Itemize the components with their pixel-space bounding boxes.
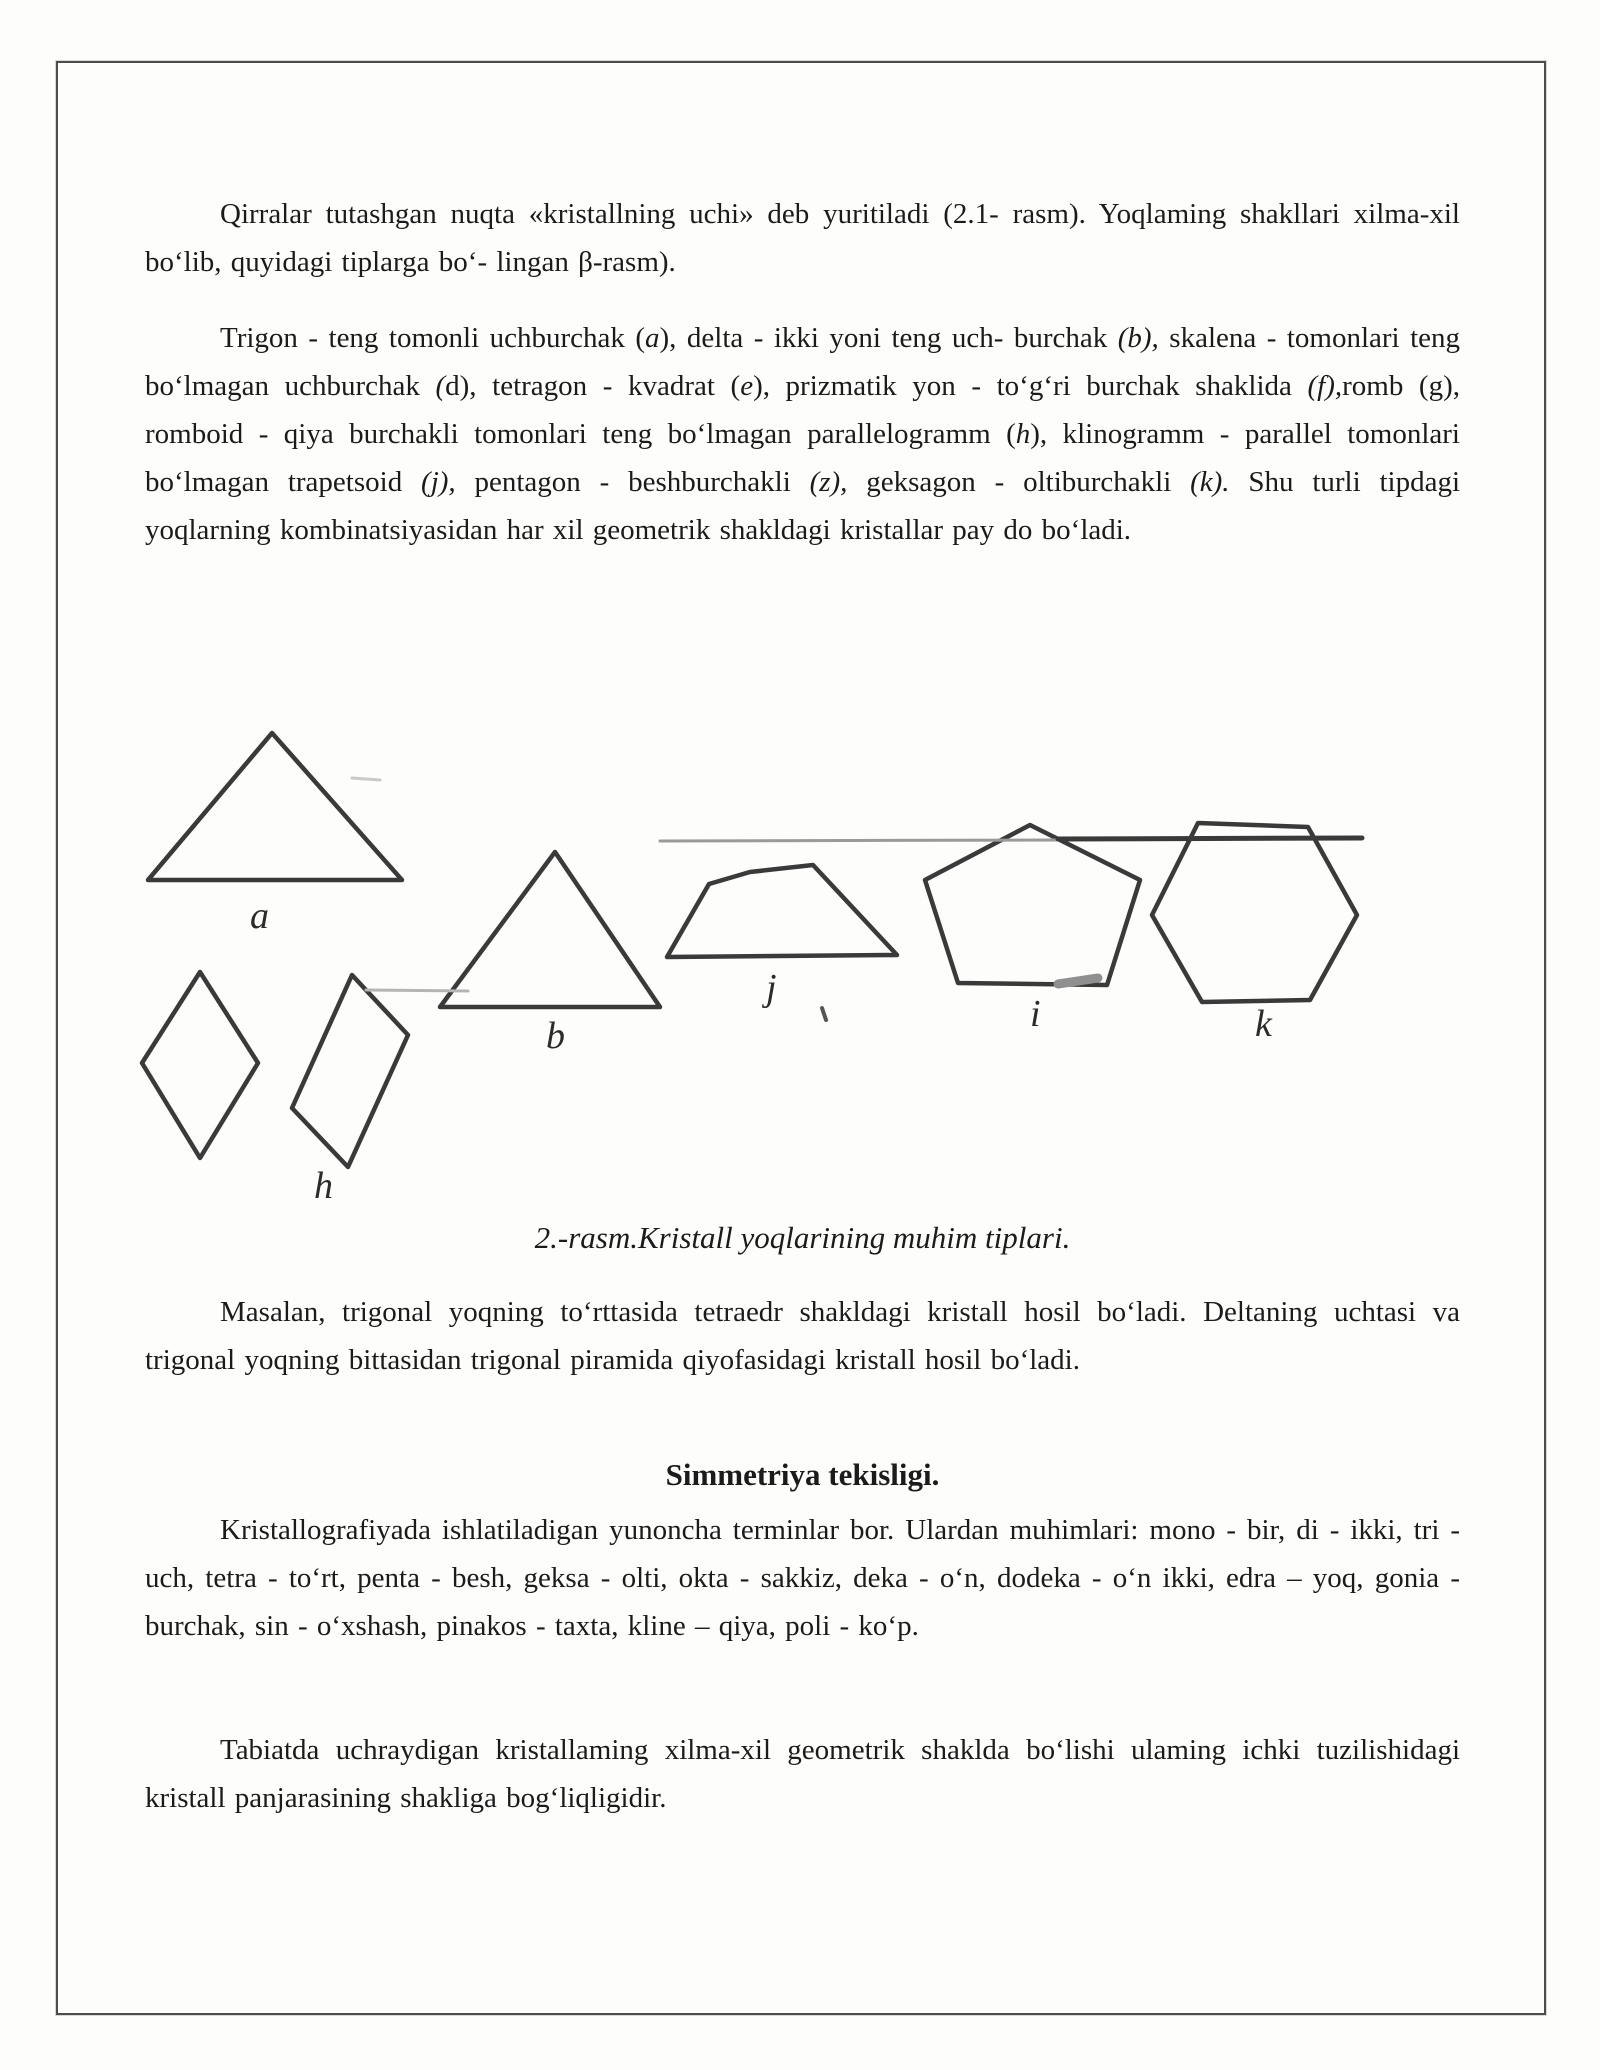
section-heading: Simmetriya tekisligi.	[665, 1457, 940, 1492]
rule-line-dark	[1058, 838, 1362, 839]
text-run: d), tetragon - kvadrat (	[445, 370, 741, 402]
text-run: (k).	[1190, 466, 1230, 498]
text-run: skalena - tomonlari teng bo‘lmagan uchburchak	[145, 322, 1460, 402]
pentagon-i	[925, 825, 1140, 985]
scan-dash-near-h	[366, 990, 468, 991]
paragraph-example	[145, 1288, 1460, 1384]
text-run: h	[1015, 418, 1031, 450]
rhombus-g	[142, 972, 258, 1158]
text-run: ), klinogramm - parallel tomonlari bo‘lmagan trapetsoid	[145, 418, 1460, 498]
figure-crystal-face-types	[0, 680, 1600, 1250]
text-run: Kristallografiyada ishlatiladigan yunoncha terminlar bor. Ulardan muhimlari: mono - bir, di - ikki, tri - uch, tetra - to‘rt, penta - besh, geksa - olti, okta - sakkiz, deka - o‘n, dodeka - o‘n ikki, edra – yoq, gonia - burchak, sin - o‘xshash, pinakos - taxta, kline – qiya, poli - ko‘p.	[145, 1514, 1460, 1642]
paragraph-terms	[145, 1506, 1460, 1650]
figure-label-b: b	[546, 1015, 565, 1057]
text-run: e	[740, 370, 754, 402]
scan-smudge-near-i	[1058, 978, 1098, 984]
text-run: geksagon - oltiburchakli	[847, 466, 1191, 498]
text-run: pentagon - beshburchakli	[455, 466, 810, 498]
text-run: Shu turli tipdagi yoqlarning kombinatsiyasidan har xil geometrik shakldagi kristallar pay do bo‘ladi.	[145, 466, 1461, 546]
text-run: (b),	[1117, 322, 1159, 354]
text-run: (j),	[421, 466, 456, 498]
paragraph-face-types	[145, 314, 1460, 554]
triangle-b	[440, 852, 660, 1007]
text-run: (z),	[809, 466, 848, 498]
figure-caption: 2.-rasm.Kristall yoqlarining muhim tiplari.	[534, 1220, 1071, 1255]
parallelogram-h	[292, 975, 408, 1167]
text-run: a	[645, 322, 660, 354]
text-run: (f),	[1307, 370, 1343, 402]
text-run: (	[435, 370, 446, 402]
scan-comma-near-j	[822, 1008, 826, 1020]
rule-line-gray	[660, 840, 1062, 841]
figure-label-h: h	[314, 1165, 333, 1207]
text-run: Masalan, trigonal yoqning to‘rttasida tetraedr shakldagi kristall hosil bo‘ladi. Deltaning uchtasi va trigonal yoqning bittasidan trigonal piramida qiyofasidagi kristall hosil bo‘ladi.	[145, 1296, 1460, 1376]
text-run: Trigon - teng tomonli uchburchak (	[220, 322, 646, 354]
figure-label-a: a	[250, 895, 269, 937]
paragraph-nature	[145, 1726, 1460, 1822]
triangle-a	[148, 733, 402, 880]
text-run: romb (g), romboid - qiya burchakli tomonlari teng bo‘lmagan parallelogramm (	[145, 370, 1460, 450]
text-run: Tabiatda uchraydigan kristallaming xilma-xil geometrik shaklda bo‘lishi ulaming ichki tuzilishidagi kristall panjarasining shakliga bog‘liqligidir.	[145, 1734, 1460, 1814]
hexagon-k	[1152, 823, 1357, 1002]
text-run: ), delta - ikki yoni teng uch- burchak	[659, 322, 1118, 354]
paragraph-intro	[145, 190, 1460, 286]
figure-label-i: i	[1030, 993, 1041, 1035]
figure-label-j: j	[766, 967, 777, 1009]
text-run: Qirralar tutashgan nuqta «kristallning uchi» deb yuritiladi (2.1- rasm). Yoqlaming shakllari xilma-xil bo‘lib, quyidagi tiplarga bo‘- lingan β-rasm).	[145, 198, 1460, 278]
trapezoid-j	[667, 865, 897, 957]
text-run: ), prizmatik yon - to‘g‘ri burchak shaklida	[753, 370, 1308, 402]
figure-label-k: k	[1255, 1003, 1272, 1045]
scan-dash-near-a	[352, 778, 380, 780]
